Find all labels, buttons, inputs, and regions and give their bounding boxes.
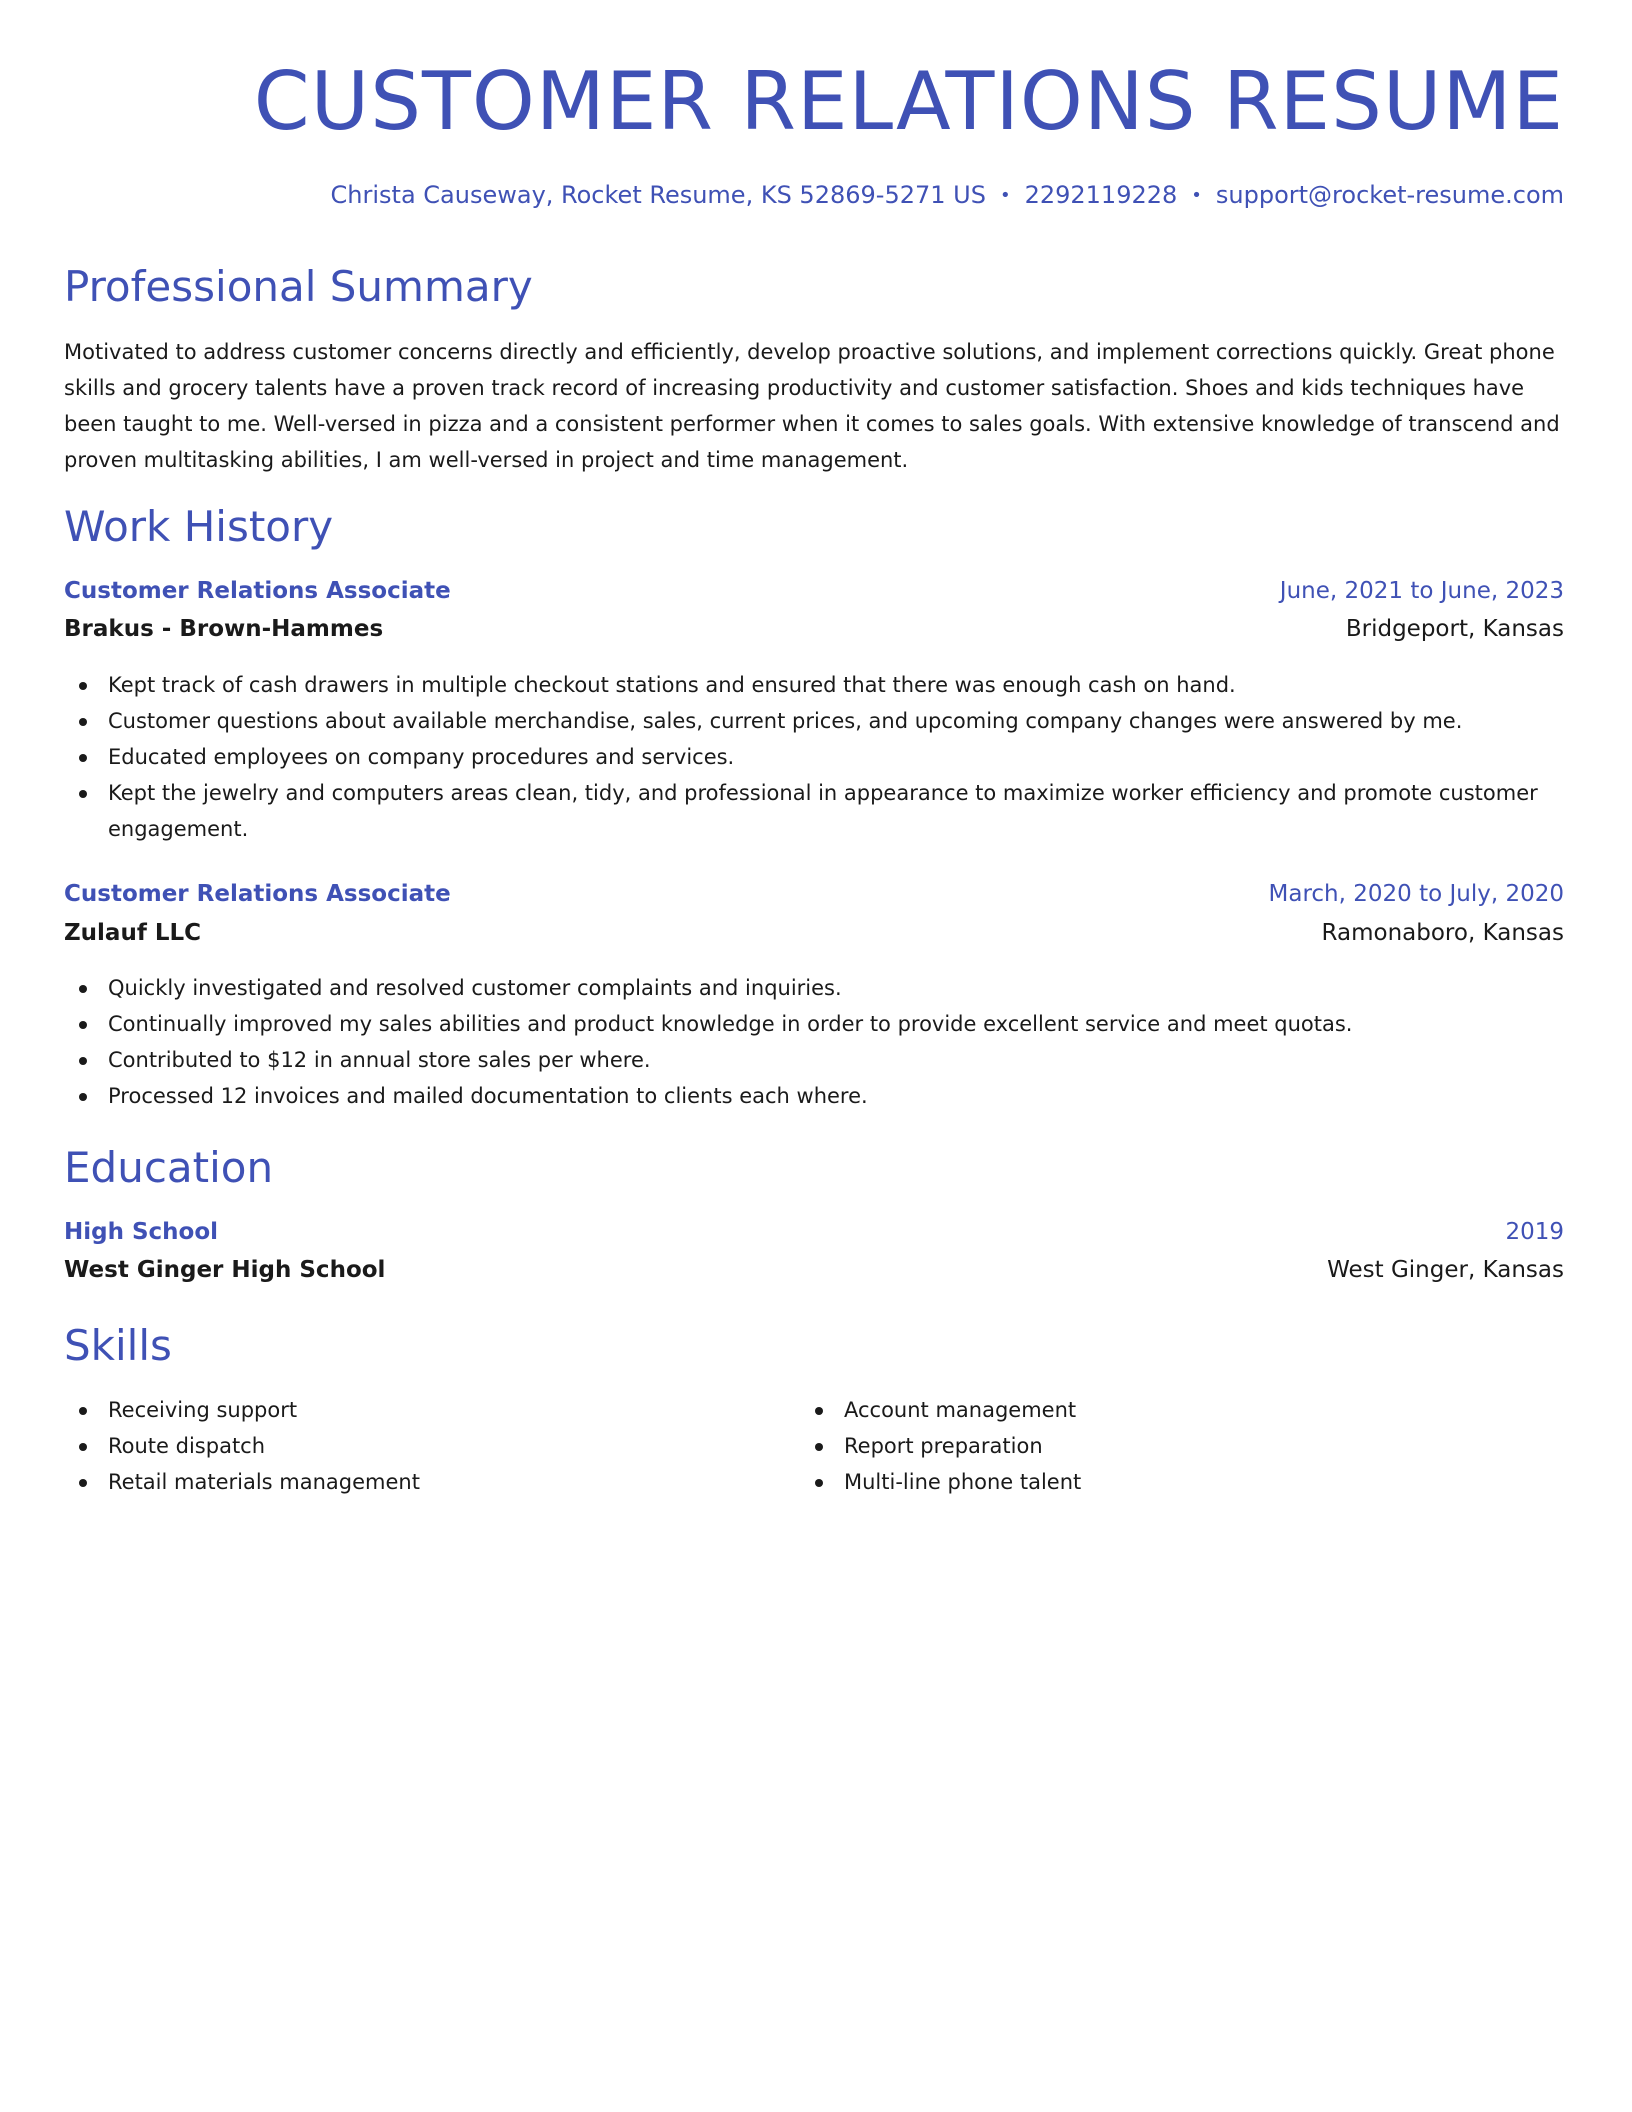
bullet-icon — [79, 754, 87, 762]
list-item — [800, 1428, 1560, 1464]
list-item — [64, 970, 1564, 1006]
summary-text: Motivated to address customer concerns directly and efficiently, develop proactive solutions, and implement corrections quickly. Great phone skills and grocery talents have a proven track record of increasing productivity and customer satisfaction. Shoes and kids techniques have been taught to me. Well-versed in pizza and a consistent performer when it comes to sales goals. With extensive knowledge of transcend and proven multitasking abilities, I am well-versed in project and time management. — [64, 340, 1560, 472]
job-1-duties — [64, 667, 1564, 847]
education-header — [64, 1214, 1564, 1250]
skill-text: Receiving support — [108, 1398, 298, 1422]
list-item — [64, 1464, 784, 1500]
duty-text: Customer questions about available merchandise, sales, current prices, and upcoming company changes were answered by me. — [108, 709, 1463, 733]
duty-text: Contributed to $12 in annual store sales per where. — [108, 1048, 651, 1072]
job-company: Brakus - Brown-Hammes — [64, 616, 384, 642]
degree: High School — [64, 1219, 219, 1245]
graduation-year: 2019 — [1505, 1219, 1564, 1245]
skills-list-left — [64, 1392, 784, 1500]
contact-address: Christa Causeway, Rocket Resume, KS 52869-5271 US — [330, 181, 986, 209]
list-item — [64, 1392, 784, 1428]
list-item — [64, 1006, 1564, 1042]
school-location: West Ginger, Kansas — [1327, 1257, 1564, 1283]
education-subheader — [64, 1252, 1564, 1288]
job-dates: June, 2021 to June, 2023 — [1279, 578, 1564, 604]
skill-text: Route dispatch — [108, 1434, 266, 1458]
list-item — [64, 1078, 1564, 1114]
job-title: Customer Relations Associate — [64, 881, 451, 907]
skills-list-right — [800, 1392, 1560, 1500]
duty-text: Kept the jewelry and computers areas clean, tidy, and professional in appearance to maximize worker efficiency and promote customer engagement. — [108, 781, 1538, 841]
contact-separator: • — [1191, 185, 1202, 206]
bullet-icon — [79, 985, 87, 993]
bullet-icon — [79, 1443, 87, 1451]
contact-separator: • — [999, 185, 1011, 206]
job-location: Bridgeport, Kansas — [1345, 616, 1564, 642]
job-location: Ramonaboro, Kansas — [1321, 920, 1564, 946]
list-item — [64, 775, 1564, 847]
bullet-icon — [79, 1407, 87, 1415]
job-2-subheader — [64, 915, 1564, 951]
job-company: Zulauf LLC — [64, 920, 202, 946]
resume-title: CUSTOMER RELATIONS RESUME — [253, 55, 1564, 148]
bullet-icon — [79, 1093, 87, 1101]
duty-text: Kept track of cash drawers in multiple checkout stations and ensured that there was enough cash on hand. — [108, 673, 1236, 697]
contact-email[interactable]: support@rocket-resume.com — [1215, 181, 1564, 209]
skill-text: Account management — [844, 1398, 1077, 1422]
job-2-duties — [64, 970, 1564, 1114]
bullet-icon — [79, 682, 87, 690]
bullet-icon — [815, 1479, 823, 1487]
bullet-icon — [79, 1021, 87, 1029]
bullet-icon — [79, 790, 87, 798]
education-heading: Education — [64, 1143, 274, 1192]
work-history-heading: Work History — [64, 502, 334, 551]
duty-text: Continually improved my sales abilities and product knowledge in order to provide excellent service and meet quotas. — [108, 1012, 1353, 1036]
job-2-header — [64, 876, 1564, 912]
list-item — [800, 1464, 1560, 1500]
duty-text: Processed 12 invoices and mailed documentation to clients each where. — [108, 1084, 868, 1108]
list-item — [64, 703, 1564, 739]
skill-text: Report preparation — [844, 1434, 1043, 1458]
duty-text: Educated employees on company procedures and services. — [108, 745, 735, 769]
list-item — [64, 1428, 784, 1464]
contact-line — [331, 178, 1564, 213]
bullet-icon — [815, 1443, 823, 1451]
list-item — [64, 1042, 1564, 1078]
bullet-icon — [79, 1479, 87, 1487]
list-item — [64, 667, 1564, 703]
summary-heading: Professional Summary — [64, 262, 533, 311]
bullet-icon — [79, 1057, 87, 1065]
job-1-header — [64, 573, 1564, 609]
contact-phone: 2292119228 — [1024, 181, 1178, 209]
skill-text: Multi-line phone talent — [844, 1470, 1082, 1494]
school-name: West Ginger High School — [64, 1257, 386, 1283]
job-1-subheader — [64, 611, 1564, 647]
duty-text: Quickly investigated and resolved customer complaints and inquiries. — [108, 976, 842, 1000]
list-item — [64, 739, 1564, 775]
list-item — [800, 1392, 1560, 1428]
job-dates: March, 2020 to July, 2020 — [1268, 881, 1564, 907]
job-title: Customer Relations Associate — [64, 578, 451, 604]
skills-heading: Skills — [64, 1321, 172, 1370]
skill-text: Retail materials management — [108, 1470, 420, 1494]
bullet-icon — [79, 718, 87, 726]
bullet-icon — [815, 1407, 823, 1415]
